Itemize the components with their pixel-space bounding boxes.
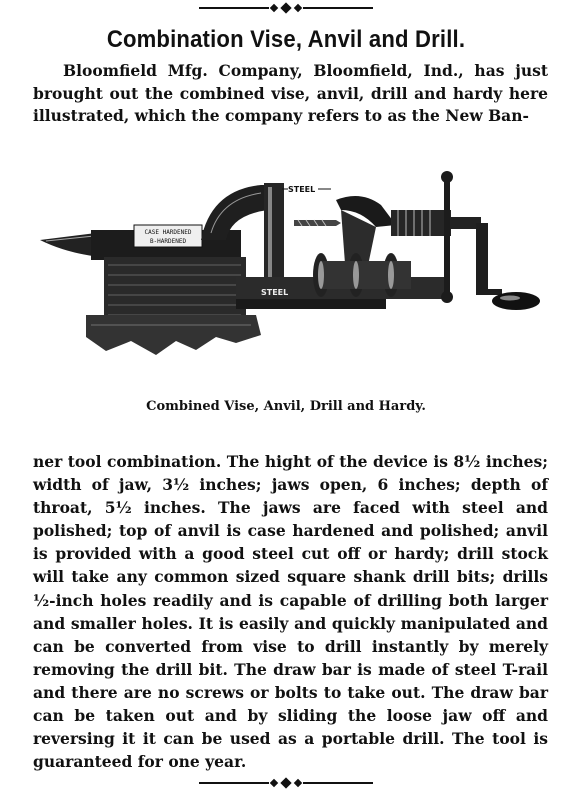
- top-ornament-rule: [199, 4, 373, 12]
- bottom-ornament-rule: [199, 779, 373, 787]
- figure-caption: Combined Vise, Anvil, Drill and Hardy.: [146, 399, 426, 414]
- article-body: ner tool combination. The hight of the device is 8½ inches; width of jaw, 3½ inches; jaws open, 6 inches; depth of throat, 5½ inches. The jaws are faced with steel and polished; top of anvil is case hardened and polished; anvil is provided with a good steel cut off or hardy; drill stock will take any common sized square shank drill bits; drills ½-inch holes readily and is capable of drilling both larger and smaller holes. It is easily and quickly manipulated and can be converted from vise to drill instantly by merely removing the drill bit. The draw bar is made of steel T-rail and there are no screws or bolts to take out. The draw bar can be taken out and by sliding the loose jaw off and reversing it it can be used as a portable drill. The tool is guaranteed for one year.: [33, 452, 548, 772]
- article-intro: Bloomfield Mfg. Company, Bloomfield, Ind., has just brought out the combined vise, anvil, drill and hardy here illustrated, which the company refers to as the New Ban-: [33, 61, 548, 125]
- figure-steel-label-bottom: STEEL: [261, 288, 289, 297]
- article-title: Combination Vise, Anvil and Drill.: [106, 26, 466, 53]
- figure-steel-label-top: STEEL: [288, 185, 316, 194]
- vise-anvil-drill-illustration: [36, 165, 546, 370]
- figure-plate-line2: B-HARDENED: [149, 238, 187, 245]
- figure-plate-line1: CASE HARDENED: [144, 229, 192, 236]
